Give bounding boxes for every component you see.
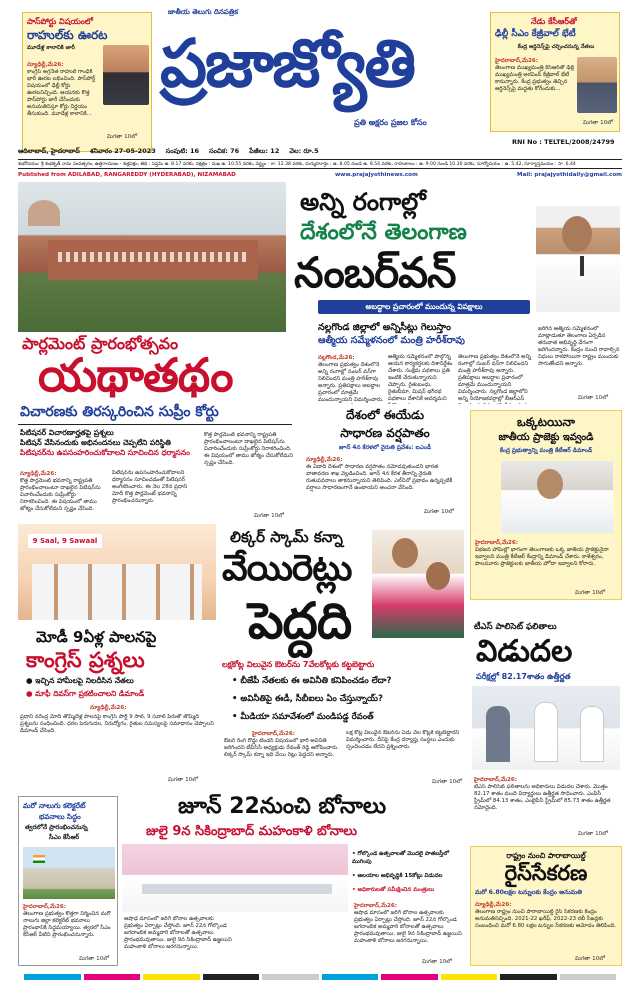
registration-mark: [322, 974, 379, 980]
rni-number: RNI No : TELTEL/2008/24799: [512, 138, 615, 146]
revanth-bullet3: [232, 712, 374, 724]
revanth-deck: లక్షకోట్ల విలువైన ఔటర్‌ను 7వేలకోట్లకు కట్టబెట్టారు: [222, 660, 375, 669]
bonalu-bullet1: [352, 850, 466, 866]
revanth-story: [222, 526, 466, 788]
microphone-icon: [580, 256, 584, 276]
tagline: జాతీయ తెలుగు దినపత్రిక: [168, 8, 238, 16]
ktr-deck: కేంద్ర ప్రభుత్వాన్ని మంత్రి కేటీఆర్ డిమాండ్: [499, 448, 593, 454]
bullet-icon: •: [352, 887, 358, 893]
ear-left-text: కాంగ్రెస్ అగ్రనేత రాహుల్ గాంధీకి భారీ ఊరట లభించింది. పాస్‌పోర్ట్ విషయంలో ఢిల్లీ కోర్టు ఊరటనిచ్చింది. ఆయనకు కొత్త పాస్‌పోర్టు జారీ చేసేందుకు అనుమతినిస్తూ కోర్టు నిర్ణయం తీసుకుంది. మూడేళ్ల కాలానికి...: [27, 69, 96, 117]
parliament-col3: కొత్త పార్లమెంట్ భవనాన్ని రాష్ట్రపతి ప్రారంభించాలంటూ దాఖలైన పిటిషన్‌ను విచారించేందుకు సుప్రీంకోర్టు నిరాకరించింది. ఈ విషయంలో తాము జోక్యం చేసుకోలేమని స్పష్టం చేసింది.: [204, 432, 293, 466]
lead-strap-text: అబద్ధాల ప్రచారంలో ముందున్న విపక్షాలు: [365, 302, 483, 311]
collectorate-line2: భవనాలు సిద్ధం: [39, 812, 81, 821]
weather-dateline: న్యూఢిల్లీ,మే26:: [306, 457, 343, 463]
official-1: [486, 706, 510, 762]
published-from: Published from ADILABAD, RANGAREDDY (HYDERABAD), NIZAMABAD: [18, 172, 236, 178]
collectorate-more: మిగతా 10లో: [79, 956, 109, 962]
bonalu-subhead: జులై 9న సికింద్రాబాద్ మహంకాళి బోనాలు: [146, 824, 357, 839]
lead-subhead2: ఆత్మీయ సమ్మేళనంలో మంత్రి హరీశ్‌రావు: [318, 335, 465, 346]
almanac-strip: [18, 159, 622, 169]
bonalu-text-left: ఆషాఢ మాసంలో జరిగే బోనాల ఉత్సవాలకు ప్రభుత్వం ఏర్పాట్లు చేస్తోంది. జూన్ 22న గోల్కొండ జగదాంబిక అమ్మవారి బోనాలతో ఉత్సవాలు ప్రారంభమవుతాయి. జులై 9న సికింద్రాబాద్ ఉజ్జయిని మహంకాళి బోనాలు జరగనున్నాయి.: [124, 916, 232, 950]
issue-date: శనివారం 27-05-2023: [89, 147, 156, 155]
issue-number: సంచిక: 76: [209, 147, 240, 155]
polycet-headline: విడుదల: [476, 634, 573, 669]
harish-rao-photo: [536, 206, 620, 312]
revanth-bullet2: [232, 694, 383, 706]
woman-head: [426, 562, 450, 590]
parliament-deck2: పిటిషన్ వేసినందుకు అభినందనలు చెప్పలేని పరిస్థితి: [20, 438, 171, 447]
bullet-icon: ●: [26, 676, 36, 685]
weather-line2: సాధారణ వర్షపాతం: [340, 426, 430, 440]
published-bar: [18, 170, 622, 180]
parliament-photo: [18, 182, 286, 332]
polycet-story: [470, 620, 622, 840]
bonalu-photo: [122, 844, 348, 912]
lead-strap: [318, 300, 530, 314]
lead-subhead1: నల్లగొండ జిల్లాలో అన్నిసీట్లు గెలుస్తాం: [318, 322, 451, 333]
revanth-bullet1: [232, 676, 391, 688]
registration-mark: [500, 974, 557, 980]
congress-banner: [28, 534, 102, 548]
congress-leaders: [32, 564, 202, 620]
parliament-headline: యథాతథం: [38, 348, 233, 402]
grain-story: [470, 846, 622, 966]
masthead: [0, 0, 640, 160]
volume: సంపుటి: 16: [165, 147, 200, 155]
congress-bullet1-text: ఇచ్చిన హామీలపై నిలదీసిన నేతలు: [35, 676, 134, 685]
congress-photo: [18, 524, 216, 620]
polycet-text: టీఎస్ పాలిసెట్ ఫలితాలను అధికారులు విడుదల చేశారు. మొత్తం 82.17 శాతం మంది విద్యార్థులు ఉత్తీర్ణత సాధించారు. ఎంపీసీ స్ట్రీమ్‌లో 84.13 శాతం, ఎంబైపీసీ స్ట్రీమ్‌లో 85.73 శాతం ఉత్తీర్ణత నమోదైంది.: [474, 784, 611, 811]
bonalu-text-right: ఆషాఢ మాసంలో జరిగే బోనాల ఉత్సవాలకు ప్రభుత్వం ఏర్పాట్లు చేస్తోంది. జూన్ 22న గోల్కొండ జగదాంబిక అమ్మవారి బోనాలతో ఉత్సవాలు ప్రారంభమవుతాయి. జులై 9న సికింద్రాబాద్ ఉజ్జయిని మహంకాళి బోనాలు జరగనున్నాయి.: [354, 910, 462, 944]
ear-right-subhead: కేంద్ర ఆర్డినెన్స్‌పై చర్చించనున్న నేతలు: [517, 44, 595, 50]
lead-col4: తెలంగాణ ప్రభుత్వం దేశంలోనే అన్ని రంగాల్లో నంబర్ వన్‌గా నిలిచిందని మంత్రి హరీశ్‌రావు అన్నారు. ప్రతిపక్షాలు అబద్ధాల ప్రచారంలో మాత్రమే ముందున్నాయని విమర్శించారు. నల్లగొండ జిల్లాలోని అన్ని నియోజకవర్గాల్లో బీఆర్ఎస్: [458, 354, 532, 402]
congress-headline2: కాంగ్రెస్ ప్రశ్నలు: [26, 648, 145, 672]
registration-mark: [84, 974, 141, 980]
collectorate-line4: సీఎం కేసీఆర్: [49, 834, 80, 841]
revanth-bullet1-text: బీజేపీ నేతలకు ఈ అవినీతి కనిపించడం లేదా?: [240, 676, 392, 686]
registration-mark: [203, 974, 260, 980]
revanth-dateline: హైదరాబాద్,మే26:: [252, 731, 295, 737]
registration-mark: [441, 974, 498, 980]
ear-left-dateline: న్యూఢిల్లీ,మే26:: [27, 62, 64, 68]
collectorate-line3: త్వరలోనే ప్రారంభించనున్న: [25, 824, 88, 831]
ktr-line2: జాతీయ ప్రాజెక్టు ఇవ్వండి: [498, 432, 594, 443]
parliament-col1: కొత్త పార్లమెంట్ భవనాన్ని రాష్ట్రపతి ప్రారంభించాలంటూ దాఖలైన పిటిషన్‌ను విచారించేందుకు సుప్రీంకోర్టు నిరాకరించింది. ఈ విషయంలో తాము జోక్యం చేసుకోలేమని స్పష్టం చేసింది.: [20, 478, 101, 512]
official-3: [580, 706, 604, 762]
bonalu-headline: జూన్ 22నుంచి బోనాలు: [178, 794, 387, 819]
parliament-deck3: పిటిషనర్‌ను ఉపసంహరించుకోవాలని సూచించిన ధర్మాసనం: [20, 448, 190, 457]
harish-rao-head: [562, 216, 592, 252]
ear-right-more: మిగతా 10లో: [583, 120, 613, 126]
print-registration-bar: [24, 974, 616, 980]
bonalu-bullets: [352, 850, 466, 894]
page-count: పేజీలు: 12: [249, 147, 280, 155]
issue-info-bar: [0, 146, 512, 158]
congress-dateline: న్యూఢిల్లీ,మే26:: [90, 705, 127, 711]
ktr-line1: ఒక్కటయినా: [517, 415, 575, 429]
registration-mark: [262, 974, 319, 980]
ktr-story: [470, 410, 622, 600]
revanth-head: [392, 538, 418, 568]
weather-text: ఈ ఏడాది దేశంలో సాధారణ వర్షపాతం నమోదవుతుందని భారత వాతావరణ శాఖ వెల్లడించింది. జూన్ 4న కేరళ తీరాన్ని నైరుతి రుతుపవనాలు తాకనున్నాయని తెలిపింది. ఎల్‌నినో ప్రభావం ఉన్నప్పటికీ వర్షాలు సాధారణంగానే ఉంటాయని అంచనా వేసింది.: [306, 464, 453, 491]
parliament-col2: పిటిషన్‌ను ఉపసంహరించుకోవాలని ధర్మాసనం సూచించడంతో పిటిషనర్ అంగీకరించారు. ఈ నెల 28న ప్రధాని మోదీ కొత్త పార్లమెంట్ భవనాన్ని ప్రారంభించనున్నారు.: [112, 470, 188, 504]
parliament-deck1: పిటిషనర్ విచారణార్హతపై ప్రశ్నలు: [20, 428, 114, 437]
ear-right-dateline: హైదరాబాద్,మే26:: [495, 58, 538, 64]
grain-dateline: న్యూఢిల్లీ,మే26:: [475, 902, 512, 908]
weather-line1: దేశంలో ఈయేడు: [345, 408, 425, 422]
website: www.prajajyothinews.com: [334, 172, 418, 178]
bullet-icon: •: [352, 873, 358, 879]
collectorate-dateline: హైదరాబాద్,మే26:: [23, 904, 66, 910]
bonalu-bullet3-text: అధికారులతో సమీక్షించిన మంత్రులు: [357, 887, 435, 893]
bonalu-dateline: హైదరాబాద్,మే26:: [354, 903, 397, 909]
revanth-more: మిగతా 10లో: [432, 779, 462, 785]
collectorate-story: [18, 796, 118, 966]
parliament-facade: [58, 252, 248, 262]
bullet-icon: •: [352, 851, 358, 857]
grain-more: మిగతా 10లో: [575, 956, 605, 962]
revanth-col1: ఔటర్ రింగ్ రోడ్డు టెండర్ విషయంలో భారీ అవినీతి జరిగిందని టీపీసీసీ అధ్యక్షుడు రేవంత్ రెడ్డి ఆరోపించారు. లిక్కర్ స్కామ్ కన్నా ఇది వేయి రెట్లు పెద్దదని అన్నారు.: [224, 738, 339, 758]
congress-more: మిగతా 10లో: [168, 777, 198, 783]
ear-left-headline: రాహుల్‌కు ఊరట: [27, 28, 108, 42]
registration-mark: [24, 974, 81, 980]
price: వెల: రూ.5: [289, 147, 319, 155]
ktr-head: [537, 469, 563, 499]
polycet-kicker: టీఎస్ పాలిసెట్ ఫలితాలు: [474, 622, 557, 632]
city: ఆదిలాబాద్, హైదరాబాద్: [18, 147, 80, 155]
grain-deck: మరో 6.80లక్షల టన్నులకు కేంద్రం అనుమతి: [475, 889, 582, 896]
registration-mark: [381, 974, 438, 980]
lead-line1: అన్ని రంగాల్లో: [300, 188, 426, 216]
polycet-dateline: హైదరాబాద్,మే26:: [474, 777, 517, 783]
ear-right-headline: ఢిల్లీ సీఎం కేజ్రీవాల్ భేటీ: [495, 29, 576, 39]
parliament-rule: [18, 424, 292, 425]
congress-banner-text: 9 Saal, 9 Sawaal: [32, 537, 98, 545]
lead-dateline: నల్లగొండ,మే26:: [318, 355, 355, 361]
polycet-deck: పరీక్షల్లో 82.17శాతం ఉత్తీర్ణత: [476, 672, 571, 681]
parliament-kicker: పార్లమెంట్ ప్రారంభోత్సవం: [22, 334, 179, 353]
ear-right-kicker: నేడు కేసీఆర్‌తో: [531, 17, 577, 26]
ear-left: [22, 12, 152, 152]
grain-kicker: రాష్ట్రం నుంచి పారాబాయిల్డ్: [506, 851, 586, 860]
revanth-line1: లిక్కర్ స్కామ్ కన్నా: [230, 528, 343, 546]
flag-icon: [33, 855, 45, 863]
polycet-photo: [472, 686, 620, 770]
revanth-line3: పెద్దది: [248, 592, 352, 650]
congress-bullet2: [26, 689, 144, 700]
polycet-more: మిగతా 10లో: [578, 831, 608, 837]
collectorate-photo: [23, 847, 115, 899]
ktr-more: మిగతా 10లో: [575, 590, 605, 596]
kejriwal-photo: [577, 57, 617, 113]
meeting-table: [142, 884, 332, 894]
revanth-bullet2-text: అవినీతిపై ఈడీ, సీబీఐలు ఏం చేస్తున్నాయ్?: [240, 694, 383, 704]
revanth-col2: లక్ష కోట్ల విలువైన ఔటర్‌ను ఏడు వేల కోట్లకే కట్టబెట్టారని విమర్శించారు. దీనిపై కేంద్ర దర్యాప్తు సంస్థలు ఎందుకు స్పందించడం లేదని ప్రశ్నించారు.: [346, 730, 460, 750]
bullet-icon: •: [232, 676, 241, 686]
bonalu-bullet2: [352, 872, 466, 880]
congress-story: [18, 524, 218, 794]
parliament-dateline: న్యూఢిల్లీ,మే26:: [20, 471, 57, 477]
bonalu-bullet2-text: ఆలయాల అభివృద్ధికి 15కోట్లు విడుదల: [357, 873, 443, 879]
masthead-title: ప్రజాజ్యోతి: [160, 25, 415, 102]
bonalu-bullet3: [352, 886, 466, 894]
bullet-icon: •: [232, 694, 241, 704]
congress-bullet1: [26, 676, 134, 687]
weather-story: [304, 404, 464, 520]
bonalu-bullet1-text: గోల్కొండ ఉత్సవాలతో మొదలై పాతబస్తీలో ముగింపు: [352, 851, 449, 865]
lead-line3: నంబర్‌వన్: [294, 248, 456, 297]
ktr-dateline: హైదరాబాద్,మే26:: [475, 540, 518, 546]
congress-headline1: మోడీ 9ఏళ్ల పాలనపై: [36, 628, 157, 646]
bullet-icon: ●: [26, 689, 36, 698]
rahul-photo: [103, 45, 149, 105]
almanac-text: శుభోదయం: శ్రీ శుభకృత్ నామ సంవత్సరం, ఉత్తరాయణం - శుక్లపక్షం, తిథి : సప్తమి ఉ. 8.17 వరకు, నక్షత్రం : మఖ ఉ. 10.55 వరకు, వర్జ్యం : రా. 12.38 వరకు, దుర్ముహూర్తం : ఉ. 8.05 నుండి ఉ. 8.54 వరకు, రాహుకాలం : ఉ. 9.00 నుండి 10.30 వరకు, సూర్యోదయం : ఉ. 5.42, సూర్యాస్తమయం : సా. 6.44: [18, 162, 576, 167]
registration-mark: [143, 974, 200, 980]
ear-right-text: తెలంగాణ ముఖ్యమంత్రి కేసీఆర్‌తో ఢిల్లీ ముఖ్యమంత్రి అరవింద్ కేజ్రీవాల్ భేటీ కానున్నారు. కేంద్ర ప్రభుత్వం తెచ్చిన ఆర్డినెన్స్‌పై మద్దతు కోరేందుకు...: [495, 65, 575, 92]
lead-col1: తెలంగాణ ప్రభుత్వం దేశంలోనే అన్ని రంగాల్లో నంబర్ వన్‌గా నిలిచిందని మంత్రి హరీశ్‌రావు అన్నారు. ప్రతిపక్షాలు అబద్ధాల ప్రచారంలో మాత్రమే ముందున్నాయని విమర్శించారు.: [318, 362, 384, 403]
revanth-line2: వేయిరెట్లు: [222, 548, 352, 589]
registration-mark: [560, 974, 617, 980]
weather-deck: జూన్ 4న కేరళలో నైరుతి ప్రవేశం: ఐఎండీ: [338, 445, 432, 451]
motto: [354, 118, 427, 129]
weather-more: మిగతా 10లో: [424, 509, 454, 515]
mail: Mail: prajajyothidaily@gmail.com: [517, 172, 622, 178]
ear-left-kicker: పాస్‌పోర్టు విషయంలో: [27, 17, 94, 26]
grain-headline: రైస్‌సేకరణ: [504, 861, 588, 885]
ear-right: [490, 12, 620, 132]
parliament-subhead: విచారణకు తిరస్కరించిన సుప్రీం కోర్టు: [20, 404, 219, 420]
bonalu-story: [122, 794, 466, 968]
motto-text: ప్రతి అక్షరం ప్రజల కోసం: [354, 118, 427, 127]
lead-col2: ఆత్మీయ సమ్మేళనంలో పాల్గొన్న ఆయన కార్యకర్తలకు దిశానిర్దేశం చేశారు. సంక్షేమ పథకాలు ప్రతి ఇంటికి చేరుతున్నాయని చెప్పారు. రైతుబంధు, రైతుబీమా, మిషన్ భగీరథ పథకాలు దేశానికే ఆదర్శమని: [388, 354, 453, 402]
lead-more: మిగతా 10లో: [578, 395, 608, 401]
parliament-dome: [28, 200, 60, 226]
ktr-text: విభజన హామీల్లో భాగంగా తెలంగాణకు ఒక్క జాతీయ ప్రాజెక్టునైనా ఇవ్వాలని మంత్రి కేటీఆర్ కేంద్రాన్ని డిమాండ్ చేశారు. కాళేశ్వరం, పాలమూరు ప్రాజెక్టులకు జాతీయ హోదా ఇవ్వాలని కోరారు.: [475, 547, 609, 567]
collectorate-text: తెలంగాణ ప్రభుత్వం కొత్తగా నిర్మించిన మరో నాలుగు జిల్లా కలెక్టరేట్ భవనాలు ప్రారంభానికి సిద్ధమయ్యాయి. త్వరలో సీఎం కేసీఆర్ వీటిని ప్రారంభించనున్నారు.: [23, 911, 111, 938]
congress-bullet2-text: మాఫీ దివస్‌గా ప్రకటించాలని డిమాండ్: [35, 689, 145, 698]
bonalu-more: మిగతా 10లో: [422, 959, 452, 965]
bullet-icon: •: [232, 712, 241, 722]
ear-left-subhead: మూడేళ్ల కాలానికి జారీ: [27, 45, 75, 51]
official-2: [534, 702, 558, 762]
congress-text: ప్రధాని నరేంద్ర మోదీ తొమ్మిదేళ్ల పాలనపై కాంగ్రెస్ పార్టీ 9 సాల్, 9 సవాల్ పేరుతో తొమ్మిది ప్రశ్నలను సంధించింది. ధరల పెరుగుదల, నిరుద్యోగం, రైతుల సమస్యలపై సమాధానం చెప్పాలని డిమాండ్ చేసింది.: [20, 714, 214, 734]
grain-text: తెలంగాణ రాష్ట్రం నుంచి పారాబాయిల్డ్ రైస్ సేకరణకు కేంద్రం అనుమతినిచ్చింది. 2021-22 ఖరీఫ్, 2022-23 రబీ సీజన్లకు సంబంధించి మరో 6.80 లక్షల టన్నుల సేకరణకు ఆమోదం తెలిపింది.: [475, 909, 617, 929]
revanth-photo: [372, 530, 464, 638]
collectorate-kicker: మరో నాలుగు కలెక్టరేట్: [23, 801, 86, 810]
revanth-bullet3-text: మీడియా సమావేశంలో మండిపడ్డ రేవంత్: [240, 712, 374, 722]
parliament-more: మిగతా 10లో: [254, 513, 284, 519]
ktr-photo: [501, 461, 613, 533]
lead-line2: దేశంలోనే తెలంగాణ: [300, 220, 467, 245]
lead-col3: జరిగిన ఆత్మీయ సమ్మేళనంలో మాట్లాడుతూ తెలంగాణ ఏర్పడిన తరువాత అభివృద్ధి వేగంగా జరిగిందన్నారు. కేంద్రం నుంచి రావాల్సిన నిధులు రాకపోయినా రాష్ట్రం ముందుకు సాగుతోందని అన్నారు.: [538, 326, 620, 367]
ear-left-more: మిగతా 10లో: [107, 134, 137, 140]
